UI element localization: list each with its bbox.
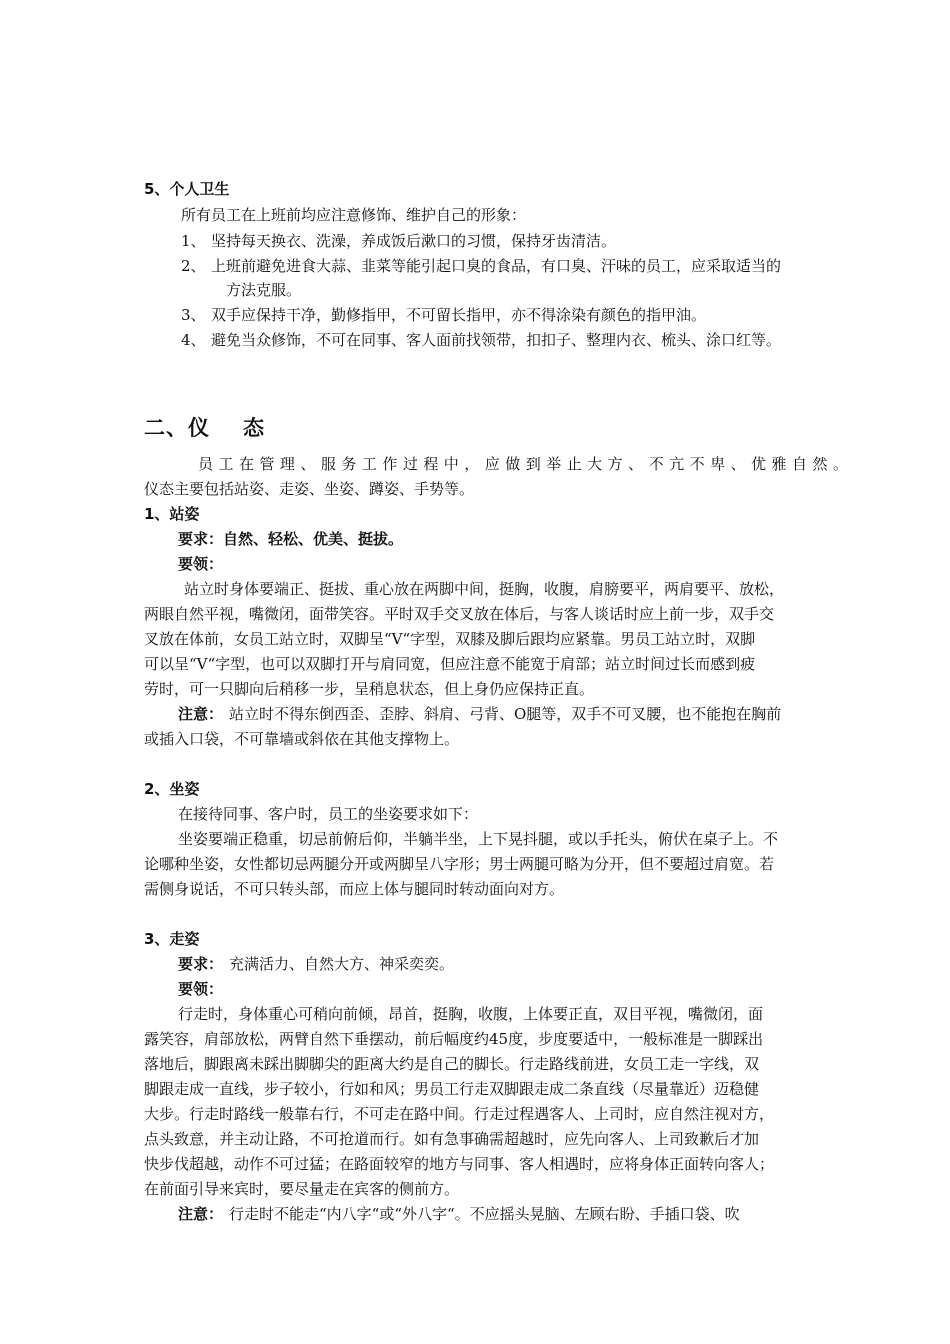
walking-text-line: 快步伐超越，动作不可过猛；在路面较窄的地方与同事、客人相遇时，应将身体正面转向客人；	[144, 1155, 775, 1173]
standing-text-line: 叉放在体前，女员工站立时，双脚呈“V“字型，双膝及脚后跟均应紧靠。男员工站立时，双脚	[144, 630, 756, 648]
list-item: 上班前避免进食大蒜、韭菜等能引起口臭的食品，有口臭、汗味的员工，应采取适当的	[211, 257, 782, 275]
walking-text-line: 落地后，脚跟离未踩出脚脚尖的距离大约是自己的脚长。行走路线前进，女员工走一字线，双	[144, 1055, 760, 1073]
walking-key-label: 要领：	[178, 980, 224, 998]
section-heading-bearing-part2: 态	[243, 416, 265, 440]
sitting-text-line: 需侧身说话，不可只转头部，而应上体与腿同时转动面向对方。	[144, 880, 565, 898]
list-number: 1、	[181, 232, 206, 250]
list-number: 4、	[181, 331, 206, 349]
sitting-text-line: 坐姿要端正稳重，切忌前俯后仰，半躺半坐，上下晃抖腿，或以手托头，俯伏在桌子上。不	[178, 830, 779, 848]
standing-note-line: 或插入口袋，不可靠墙或斜依在其他支撑物上。	[144, 730, 460, 748]
walking-text-line: 脚跟走成一直线，步子较小，行如和风；男员工行走双脚跟走成二条直线（尽量靠近）迈稳健	[144, 1080, 760, 1098]
list-number: 3、	[181, 306, 206, 324]
subsection-title-walking: 3、走姿	[144, 930, 200, 948]
sitting-intro: 在接待同事、客户时，员工的坐姿要求如下：	[178, 805, 479, 823]
standing-text-line: 劳时，可一只脚向后稍移一步，呈稍息状态，但上身仍应保持正直。	[144, 680, 595, 698]
standing-text-line: 两眼自然平视，嘴微闭，面带笑容。平时双手交叉放在体后，与客人谈话时应上前一步，双手交	[144, 605, 775, 623]
list-number: 2、	[181, 257, 206, 275]
list-item: 避免当众修饰，不可在同事、客人面前找领带，扣扣子、整理内衣、梳头、涂口红等。	[211, 331, 782, 349]
walking-text-line: 露笑容，肩部放松，两臂自然下垂摆动，前后幅度约45度，步度要适中，一般标准是一脚踩出	[144, 1030, 764, 1048]
hygiene-intro: 所有员工在上班前均应注意修饰、维护自己的形象：	[181, 206, 527, 224]
walking-text-line: 在前面引导来宾时，要尽量走在宾客的侧前方。	[144, 1180, 460, 1198]
walking-note-line: 行走时不能走“内八字“或“外八字“。不应摇头晃脑、左顾右盼、手插口袋、吹	[229, 1205, 740, 1223]
standing-note-line: 站立时不得东倒西歪、歪脖、斜肩、弓背、O腿等，双手不可叉腰，也不能抱在胸前	[229, 705, 782, 723]
walking-note-label: 注意：	[178, 1205, 224, 1223]
standing-text-line: 可以呈“V“字型，也可以双脚打开与肩同宽，但应注意不能宽于肩部；站立时间过长而感到疲	[144, 655, 756, 673]
walking-text-line: 行走时，身体重心可稍向前倾，昂首，挺胸，收腹，上体要正直，双目平视，嘴微闭，面	[178, 1005, 764, 1023]
list-item: 坚持每天换衣、洗澡，养成饭后漱口的习惯，保持牙齿清洁。	[211, 232, 617, 250]
standing-key-label: 要领：	[178, 555, 224, 573]
standing-text-line: 站立时身体要端正、挺拔、重心放在两脚中间，挺胸，收腹，肩膀要平，两肩要平、放松，	[184, 580, 785, 598]
bearing-intro-line2: 仪态主要包括站姿、走姿、坐姿、蹲姿、手势等。	[144, 480, 475, 498]
subsection-title-sitting: 2、坐姿	[144, 780, 200, 798]
walking-text-line: 大步。行走时路线一般靠右行，不可走在路中间。行走过程遇客人、上司时，应自然注视对方，	[144, 1105, 775, 1123]
section-title-hygiene: 5、个人卫生	[144, 180, 230, 198]
walking-requirement-label: 要求：	[178, 955, 224, 973]
walking-requirement-text: 充满活力、自然大方、神采奕奕。	[229, 955, 455, 973]
list-item: 双手应保持干净，勤修指甲，不可留长指甲，亦不得涂染有颜色的指甲油。	[211, 306, 707, 324]
sitting-text-line: 论哪种坐姿，女性都切忌两腿分开或两脚呈八字形；男士两腿可略为分开，但不要超过肩宽。若	[144, 855, 775, 873]
standing-note-label: 注意：	[178, 705, 224, 723]
subsection-title-standing: 1、站姿	[144, 505, 200, 523]
list-item-continuation: 方法克服。	[226, 281, 302, 299]
bearing-intro-line1: 员工在管理、服务工作过程中，应做到举止大方、不亢不卑、优雅自然。	[198, 455, 848, 473]
section-heading-bearing-part1: 二、仪	[144, 416, 210, 440]
standing-requirement: 要求：自然、轻松、优美、挺拔。	[178, 530, 404, 548]
walking-text-line: 点头致意，并主动让路，不可抢道而行。如有急事确需超越时，应先向客人、上司致歉后才加	[144, 1130, 760, 1148]
